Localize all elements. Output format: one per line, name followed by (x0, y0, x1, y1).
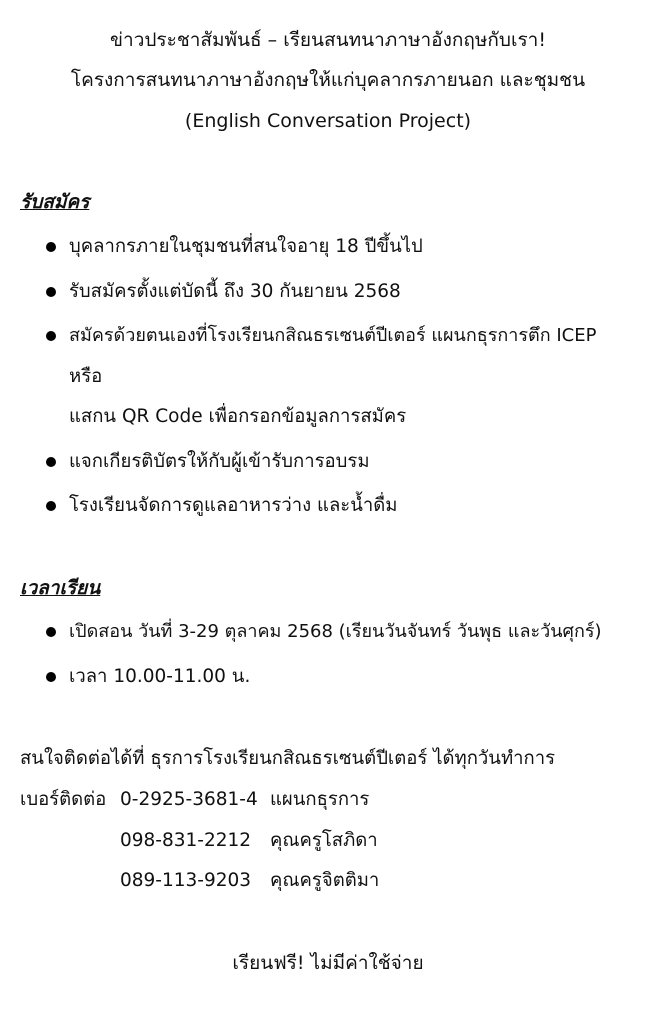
contact-name-1: แผนกธุรการ (270, 789, 370, 810)
contact-phone-1: 0-2925-3681-4 (120, 789, 258, 810)
bullet-icon (46, 242, 56, 252)
contact-name-3: คุณครูจิตติมา (270, 870, 380, 891)
schedule-item-2: เวลา 10.00-11.00 น. (69, 666, 251, 687)
registration-item-3: สมัครด้วยตนเองที่โรงเรียนกสิณธรเซนต์ปีเตอร์ แผนกธุรการตึก ICEP (69, 325, 597, 346)
schedule-heading: เวลาเรียน (20, 577, 101, 599)
header-line-1: ข่าวประชาสัมพันธ์ – เรียนสนทนาภาษาอังกฤษกับเรา! (110, 29, 546, 51)
header-line-2: โครงการสนทนาภาษาอังกฤษให้แก่บุคลากรภายนอก และชุมชน (70, 69, 586, 91)
bullet-icon (46, 457, 56, 467)
header-line-3: (English Conversation Project) (184, 110, 472, 132)
contact-name-2: คุณครูโสภิดา (270, 830, 378, 851)
registration-item-5: โรงเรียนจัดการดูแลอาหารว่าง และน้ำดื่ม (69, 495, 398, 516)
bullet-icon (46, 287, 56, 297)
bullet-icon (46, 501, 56, 511)
registration-item-3-continued: หรือ (69, 366, 103, 387)
contact-intro: สนใจติดต่อได้ที่ ธุรการโรงเรียนกสิณธรเซนต์ปีเตอร์ ได้ทุกวันทำการ (20, 748, 556, 769)
registration-item-1: บุคลากรภายในชุมชนที่สนใจอายุ 18 ปีขึ้นไป (69, 236, 423, 257)
registration-heading: รับสมัคร (20, 191, 90, 213)
contact-phone-3: 089-113-9203 (120, 870, 252, 891)
registration-item-2: รับสมัครตั้งแต่บัดนี้ ถึง 30 กันยายน 2568 (69, 281, 401, 302)
registration-item-3-qr: แสกน QR Code เพื่อกรอกข้อมูลการสมัคร (69, 406, 407, 427)
footer-note: เรียนฟรี! ไม่มีค่าใช้จ่าย (232, 952, 424, 974)
bullet-icon (46, 331, 56, 341)
bullet-icon (46, 672, 56, 682)
schedule-item-1: เปิดสอน วันที่ 3-29 ตุลาคม 2568 (เรียนวันจันทร์ วันพุธ และวันศุกร์) (69, 621, 602, 642)
registration-item-4: แจกเกียรติบัตรให้กับผู้เข้ารับการอบรม (69, 451, 370, 472)
contact-phone-2: 098-831-2212 (120, 830, 252, 851)
bullet-icon (46, 627, 56, 637)
contact-label: เบอร์ติดต่อ (20, 789, 107, 810)
